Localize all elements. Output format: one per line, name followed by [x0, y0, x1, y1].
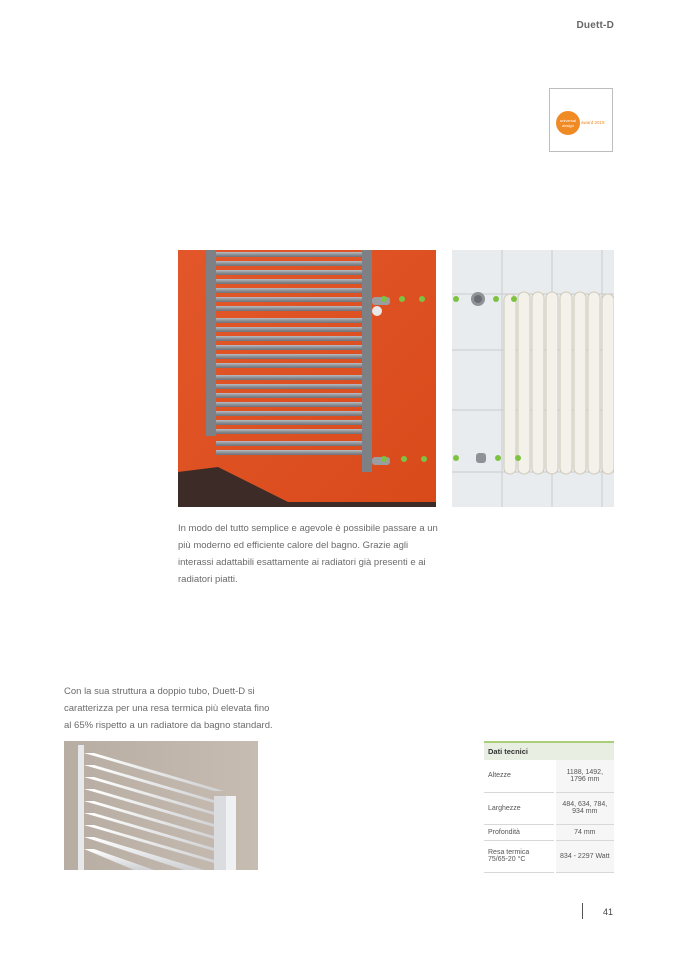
- row-value-profondita: 74 mm: [555, 824, 614, 840]
- structure-caption: Con la sua struttura a doppio tubo, Duett-D si caratterizza per una resa termica più elevata fino al 65% rispetto a un radiatore da bagno standard.: [64, 686, 273, 731]
- row-label-altezze: Altezze: [484, 760, 555, 792]
- photo-towel-radiator-orange-wall: [178, 250, 436, 507]
- table-row: [484, 760, 614, 792]
- award-logo-circle: [556, 111, 580, 135]
- table-row: [484, 840, 614, 872]
- row-value-altezze: 1188, 1492, 1796 mm: [555, 760, 614, 792]
- column-radiator-illustration: [452, 250, 614, 507]
- award-year-text: award 2019: [581, 120, 605, 125]
- award-circle-line-2: design: [562, 123, 574, 128]
- table-title: Dati tecnici: [484, 742, 614, 760]
- towel-radiator-illustration: [178, 250, 436, 507]
- award-badge: [549, 88, 613, 152]
- table-row: [484, 792, 614, 824]
- photo-column-radiator-tiles: [452, 250, 614, 507]
- white-radiator-illustration: [64, 741, 258, 870]
- table-row: [484, 824, 614, 840]
- technical-data-table: [484, 741, 614, 873]
- photo-white-double-tube-radiator: [64, 741, 258, 870]
- award-circle-line-1: universal: [559, 118, 576, 123]
- page-header-title: Duett-D: [576, 20, 614, 31]
- row-value-larghezze: 484, 634, 784, 934 mm: [555, 792, 614, 824]
- row-value-resa-termica: 834 - 2297 Watt: [555, 840, 614, 872]
- row-label-larghezze: Larghezze: [484, 792, 555, 824]
- page-number: 41: [603, 907, 614, 917]
- comparison-caption: In modo del tutto semplice e agevole è possibile passare a un più moderno ed efficiente calore del bagno. Grazie agli interassi adattabili esattamente ai radiatori già presenti e ai radiatori piatti.: [178, 523, 438, 585]
- row-label-profondita: Profondità: [484, 824, 555, 840]
- page-number-divider: [582, 903, 583, 919]
- row-label-resa-termica: Resa termica 75/65-20 °C: [484, 840, 555, 872]
